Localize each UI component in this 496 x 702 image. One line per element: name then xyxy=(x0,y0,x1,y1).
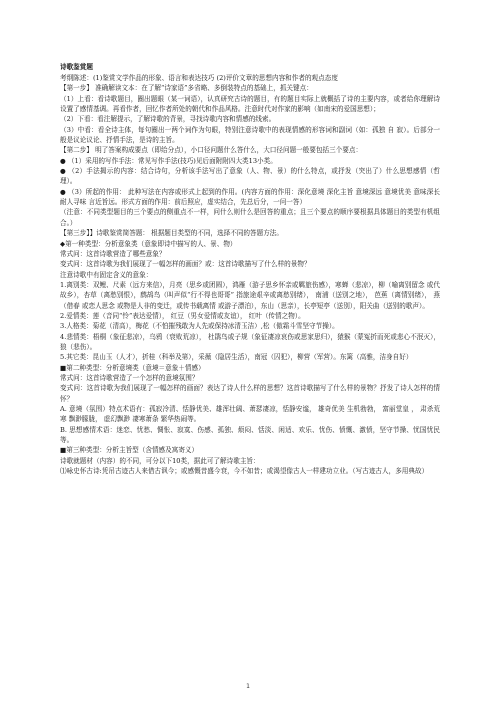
text-line: 4.悲情类：梧桐（象征悲凉），乌鸦（衰败荒凉）， 杜鹃鸟或子规（象征凄凉哀伤或思家思归），猿猴（蒙冤折而死或悲心不泯灭）， 狼（悲伤）。 xyxy=(60,332,440,351)
page-number: 1 xyxy=(246,683,250,690)
text-line: ■第二种类型：分析意境类（意境＝意象＋情感） xyxy=(60,363,205,372)
text-line: 【第一步】 准确解读文本：在了解“诗家语”多省略、多倒装特点的基础上，抓关键点： xyxy=(60,84,313,93)
text-line: ● （2）手法揭示的内容：结合诗句，分析该手法写出了意象（人、物、景）的什么特点，或抒发（突出了）什么思想感情（哲理）。 xyxy=(60,167,440,186)
text-line: 【第二步】 明了答案构成要点（即给分点），小口径问题什么答什么，大口径问题一般要包括三个要点： xyxy=(60,146,363,155)
text-line: A. 意境（氛围）特点术语有：孤寂冷清、恬静优美、雄浑壮阔、萧瑟凄凉，恬静安谧， 雄奇优美 生机勃勃， 富丽堂皇 ， 肃杀荒寒 飘渺朦胧， 虚幻飘渺 凄寒萧条 繁华热闹等。 xyxy=(60,405,440,424)
text-line: ◆第一种类型：分析意象类（意象即诗中描写的人、景、物） xyxy=(60,239,237,248)
text-line: 2.爱情类：莲（音同“怜”表达爱情）， 红豆（男女爱情或友谊）， 红叶（传情之物）。 xyxy=(60,311,305,320)
text-line: 考纲陈述：(1)鉴赏文学作品的形象、语言和表达技巧 (2)评价文章的思想内容和作者的观点态度 xyxy=(60,74,338,82)
page-content xyxy=(60,62,440,476)
text-line: 诗歌就题材（内容）的不同，可分以下10类，据此可了解诗歌主旨： xyxy=(60,456,260,465)
text-line: 注意诗歌中有固定含义的意象： xyxy=(60,270,153,279)
text-line: （1）上看：看诗歌题目，圈出题眼（某一词语），认真研究古诗的题目，有的题目实际上就概括了诗的主要内容，或者给你理解诗设置了感情基调。再看作者，回忆作者所处的朝代和作品风格。注意时代对作家的影响（如南宋的爱国思想）； xyxy=(60,94,440,114)
text-line: B. 思想感情术语：迷恋、忧愁、惆怅、寂寞、伤感、孤独、烦闷、恬淡、闲适、欢乐、忧伤、愤慨、激愤，坚守节操、忧国忧民等。 xyxy=(60,425,440,445)
text-line: ■第三种类型：分析主旨型（含情感及寓寄义） xyxy=(60,446,199,455)
text-line: （3）中看：看全诗主体，每句圈出一两个词作为句眼，特别注意诗歌中的表现情感的形容词和副词（如：孤独 自 寂）。后部分一般是议论议论、抒情手法，是诗的主旨。 xyxy=(60,125,440,145)
body-text xyxy=(60,73,440,476)
text-line: 常式问：这首诗歌营造了一个怎样的意境氛围？ xyxy=(60,373,199,382)
text-line: 常式问：这首诗歌营造了哪些意象？ xyxy=(60,249,166,258)
text-line: ● （3）所起的作用： 此种写法在内容或形式上起到的作用。(内容方面的作用：深化意境 深化主旨 意境深远 意境优美 意味深长 耐人寻味 言近旨远。形式方面的作用：前后照应，虚实结合，先总后分，一问一答） xyxy=(60,187,440,207)
text-line: 【第三步】】诗歌鉴赏简答题： 根据题目类型的不同，选择不同的答题方法。 xyxy=(60,229,283,238)
text-line: （2）下看：看注解提示，了解诗歌的背景，寻找诗歌内容和情感的线索。 xyxy=(60,115,276,124)
text-line: 变式问：这首诗歌为我们展现了一幅怎样的画面？表达了诗人什么样的思想？这首诗歌描写了什么样的景物？抒发了诗人怎样的情怀？ xyxy=(60,384,440,403)
text-line: 3.人格类：菊花（清高），梅花（不怕摧残敢为人先或保持冰清玉洁）,松（傲霜斗雪坚守节操）。 xyxy=(60,322,339,331)
text-line: ● （1）采用的写作手法：常见写作手法(技巧)见后面附附四大类13小类。 xyxy=(60,156,277,165)
page-title: 诗歌鉴赏题 xyxy=(60,63,93,71)
text-line: 1.离别类：双鲤、尺素（远方来信），月亮（思乡或团圆），鸿雁（游子思乡怀亲或羁旅伤感），寒蝉（悲凉），柳（喻离别留念 或代故乡），杏草（离愁别恨），鹧鸪鸟（叫声似“行不得也哥哥” 指旅途艰辛或离愁别绪）， 南浦（送别之地）， 芭蕉（离情别绪）， 燕（借春 或恋人思念 或物是人非的变迁，或传书载离情 或游子漂泊），东山（思亲），长亭短亭（送别），阳关曲（送别的歌声）。 xyxy=(60,280,440,310)
text-line: 变式问：这首诗歌为我们展现了一幅怎样的画面？或：这首诗歌描写了什么样的景物？ xyxy=(60,260,311,269)
text-line: ⑴咏史怀古诗:凭吊古迹古人来借古讽今；或感慨昔盛今衰，今不如昔；或渴望像古人一样建功立业。（写古迹古人，多用典故） xyxy=(60,467,429,476)
text-line: （注意：不同类型题目的三个要点的侧重点不一样，问什么则什么是回答的重点；且三个要点的顺序要根据具体题目的类型有机组合。） xyxy=(60,208,440,227)
text-line: 5.其它类：昆山玉（人才），折桂（科举及第），采薇（隐居生活），南冠（囚犯），柳营（军营）。东篱（高雅，洁身自好） xyxy=(60,353,413,362)
